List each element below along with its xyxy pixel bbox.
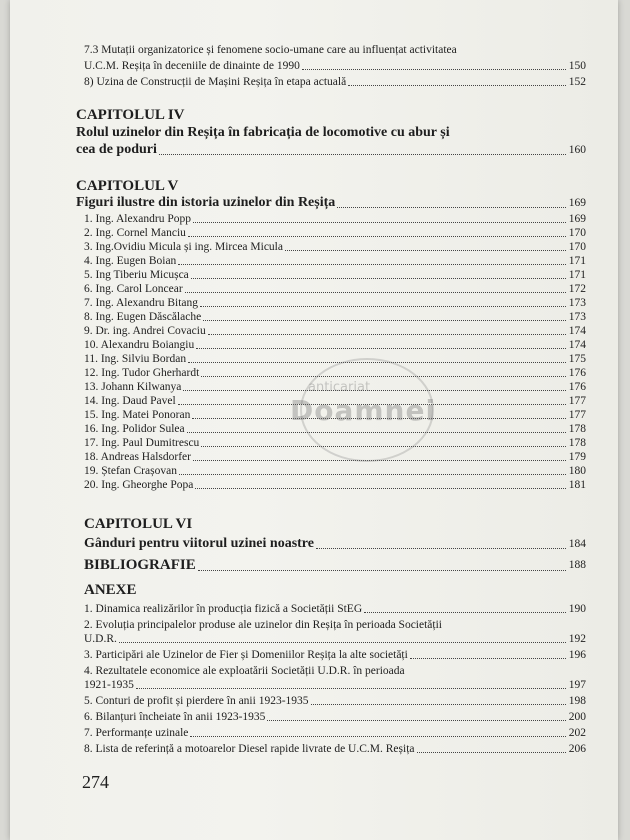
page-ref: 170 — [568, 227, 586, 239]
chapter-4-title — [76, 142, 586, 158]
dot-leader — [316, 548, 566, 549]
list-item — [84, 213, 586, 226]
item-text: 19. Ștefan Crașovan — [84, 465, 177, 477]
annex-4-line1: 4. Rezultatele economice ale exploatării Societății U.D.R. în perioada — [84, 665, 405, 677]
annex-item — [84, 633, 586, 646]
item-text: 3. Ing.Ovidiu Micula și ing. Mircea Micula — [84, 241, 283, 253]
dot-leader — [285, 250, 566, 251]
page-ref: 188 — [568, 559, 586, 571]
item-text: 2. Ing. Cornel Manciu — [84, 227, 186, 239]
chapter-6-title: Gânduri pentru viitorul uzinei noastre — [84, 536, 314, 551]
annex-item — [84, 649, 586, 662]
page-ref: 206 — [568, 743, 586, 755]
list-item — [84, 311, 586, 324]
item-text: 5. Ing Tiberiu Micușca — [84, 269, 189, 281]
dot-leader — [190, 736, 565, 737]
page-ref: 184 — [568, 538, 586, 550]
dot-leader — [203, 320, 566, 321]
dot-leader — [201, 376, 565, 377]
dot-leader — [193, 460, 566, 461]
book-page — [10, 0, 618, 840]
page-ref: 178 — [568, 437, 586, 449]
page-ref: 196 — [568, 649, 586, 661]
page-ref: 174 — [568, 325, 586, 337]
dot-leader — [337, 207, 565, 208]
annex-item — [84, 727, 586, 740]
dot-leader — [196, 348, 566, 349]
page-ref: 150 — [568, 60, 586, 72]
list-item — [84, 451, 586, 464]
item-text: 11. Ing. Silviu Bordan — [84, 353, 187, 365]
dot-leader — [119, 642, 566, 643]
bibliography-row — [84, 557, 586, 574]
page-ref: 175 — [568, 353, 586, 365]
page-ref: 160 — [568, 144, 586, 156]
entry-8 — [84, 76, 586, 89]
entry-8-title: 8) Uzina de Construcții de Mașini Reșița în etapa actuală — [84, 76, 347, 88]
item-text: 9. Dr. ing. Andrei Covaciu — [84, 325, 206, 337]
dot-leader — [188, 236, 566, 237]
item-text: 12. Ing. Tudor Gherhardt — [84, 367, 200, 379]
entry-7-3 — [84, 60, 586, 73]
chapter-4-title-line2: cea de poduri — [76, 142, 157, 157]
chapter-5-heading: CAPITOLUL V — [76, 178, 179, 194]
chapter-5-title: Figuri ilustre din istoria uzinelor din Reșița — [76, 195, 336, 210]
list-item — [84, 325, 586, 338]
dot-leader — [200, 306, 566, 307]
dot-leader — [178, 264, 565, 265]
page-ref: 172 — [568, 283, 586, 295]
list-item — [84, 353, 586, 366]
page-ref: 197 — [568, 679, 586, 691]
page-ref: 173 — [568, 311, 586, 323]
page-ref: 178 — [568, 423, 586, 435]
page-number: 274 — [82, 772, 109, 792]
list-item — [84, 255, 586, 268]
page-ref: 169 — [568, 197, 586, 209]
page-ref: 192 — [568, 633, 586, 645]
item-text: 20. Ing. Gheorghe Popa — [84, 479, 194, 491]
page-ref: 202 — [568, 727, 586, 739]
item-text: 6. Bilanțuri încheiate în anii 1923-1935 — [84, 711, 266, 723]
dot-leader — [198, 570, 566, 571]
item-text: U.D.R. — [84, 633, 117, 645]
page-ref: 171 — [568, 269, 586, 281]
list-item — [84, 283, 586, 296]
list-item — [84, 381, 586, 394]
item-text: 7. Performanțe uzinale — [84, 727, 189, 739]
dot-leader — [187, 432, 566, 433]
annex-item — [84, 711, 586, 724]
list-item — [84, 423, 586, 436]
item-text: 8. Ing. Eugen Dăscălache — [84, 311, 202, 323]
list-item — [84, 437, 586, 450]
item-text: 15. Ing. Matei Ponoran — [84, 409, 191, 421]
annex-item — [84, 695, 586, 708]
page-ref: 198 — [568, 695, 586, 707]
list-item — [84, 409, 586, 422]
dot-leader — [192, 418, 565, 419]
chapter-4-heading: CAPITOLUL IV — [76, 107, 185, 123]
dot-leader — [302, 69, 566, 70]
list-item — [84, 479, 586, 492]
dot-leader — [201, 446, 565, 447]
chapter-6-heading: CAPITOLUL VI — [84, 516, 193, 532]
item-text: 4. Ing. Eugen Boian — [84, 255, 177, 267]
item-text: 17. Ing. Paul Dumitrescu — [84, 437, 200, 449]
item-text: 16. Ing. Polidor Sulea — [84, 423, 185, 435]
page-ref: 176 — [568, 367, 586, 379]
watermark-line1: anticariat — [308, 380, 371, 395]
page-ref: 174 — [568, 339, 586, 351]
list-item — [84, 269, 586, 282]
list-item — [84, 241, 586, 254]
dot-leader — [410, 658, 566, 659]
page-ref: 181 — [568, 479, 586, 491]
list-item — [84, 297, 586, 310]
chapter-5-title-row — [76, 195, 586, 211]
item-text: 5. Conturi de profit și pierdere în anii 1923-1935 — [84, 695, 309, 707]
list-item — [84, 227, 586, 240]
dot-leader — [193, 222, 566, 223]
item-text: 6. Ing. Carol Loncear — [84, 283, 183, 295]
page-ref: 170 — [568, 241, 586, 253]
dot-leader — [159, 154, 566, 155]
list-item — [84, 395, 586, 408]
entry-7-3-line2: U.C.M. Reșița în deceniile de dinainte de 1990 — [84, 60, 300, 72]
list-item — [84, 339, 586, 352]
dot-leader — [191, 278, 566, 279]
entry-7-3-line1: 7.3 Mutații organizatorice și fenomene socio-umane care au influențat activitatea — [84, 44, 457, 56]
list-item — [84, 465, 586, 478]
item-text: 18. Andreas Halsdorfer — [84, 451, 191, 463]
dot-leader — [208, 334, 566, 335]
page-ref: 169 — [568, 213, 586, 225]
item-text: 10. Alexandru Boiangiu — [84, 339, 195, 351]
chapter-4-title-line1: Rolul uzinelor din Reșița în fabricația de locomotive cu abur și — [76, 125, 450, 140]
dot-leader — [136, 688, 566, 689]
dot-leader — [195, 488, 565, 489]
item-text: 7. Ing. Alexandru Bitang — [84, 297, 199, 309]
item-text: 1. Dinamica realizărilor în producția fizică a Societății StEG — [84, 603, 363, 615]
annex-item — [84, 603, 586, 616]
dot-leader — [311, 704, 566, 705]
page-ref: 173 — [568, 297, 586, 309]
item-text: 3. Participări ale Uzinelor de Fier și Domeniilor Reșița la alte societăți — [84, 649, 408, 661]
item-text: 13. Johann Kilwanya — [84, 381, 182, 393]
annexes-heading: ANEXE — [84, 582, 137, 598]
page-ref: 179 — [568, 451, 586, 463]
page-ref: 176 — [568, 381, 586, 393]
item-text: 1921-1935 — [84, 679, 134, 691]
watermark-line2: Doamnei — [290, 394, 437, 427]
dot-leader — [348, 85, 566, 86]
bibliography-title: BIBLIOGRAFIE — [84, 557, 196, 573]
annex-item — [84, 679, 586, 692]
chapter-6-title-row — [84, 536, 586, 552]
dot-leader — [179, 474, 566, 475]
annex-item — [84, 743, 586, 756]
dot-leader — [185, 292, 566, 293]
page-ref: 152 — [568, 76, 586, 88]
item-text: 1. Ing. Alexandru Popp — [84, 213, 192, 225]
dot-leader — [417, 752, 566, 753]
page-ref: 177 — [568, 409, 586, 421]
dot-leader — [188, 362, 566, 363]
dot-leader — [178, 404, 566, 405]
page-ref: 177 — [568, 395, 586, 407]
page-ref: 190 — [568, 603, 586, 615]
item-text: 8. Lista de referință a motoarelor Diesel rapide livrate de U.C.M. Reșița — [84, 743, 415, 755]
dot-leader — [364, 612, 566, 613]
item-text: 14. Ing. Daud Pavel — [84, 395, 176, 407]
list-item — [84, 367, 586, 380]
dot-leader — [183, 390, 565, 391]
page-ref: 171 — [568, 255, 586, 267]
page-ref: 200 — [568, 711, 586, 723]
page-ref: 180 — [568, 465, 586, 477]
dot-leader — [267, 720, 565, 721]
annex-2-line1: 2. Evoluția principalelor produse ale uzinelor din Reșița în perioada Societății — [84, 619, 442, 631]
